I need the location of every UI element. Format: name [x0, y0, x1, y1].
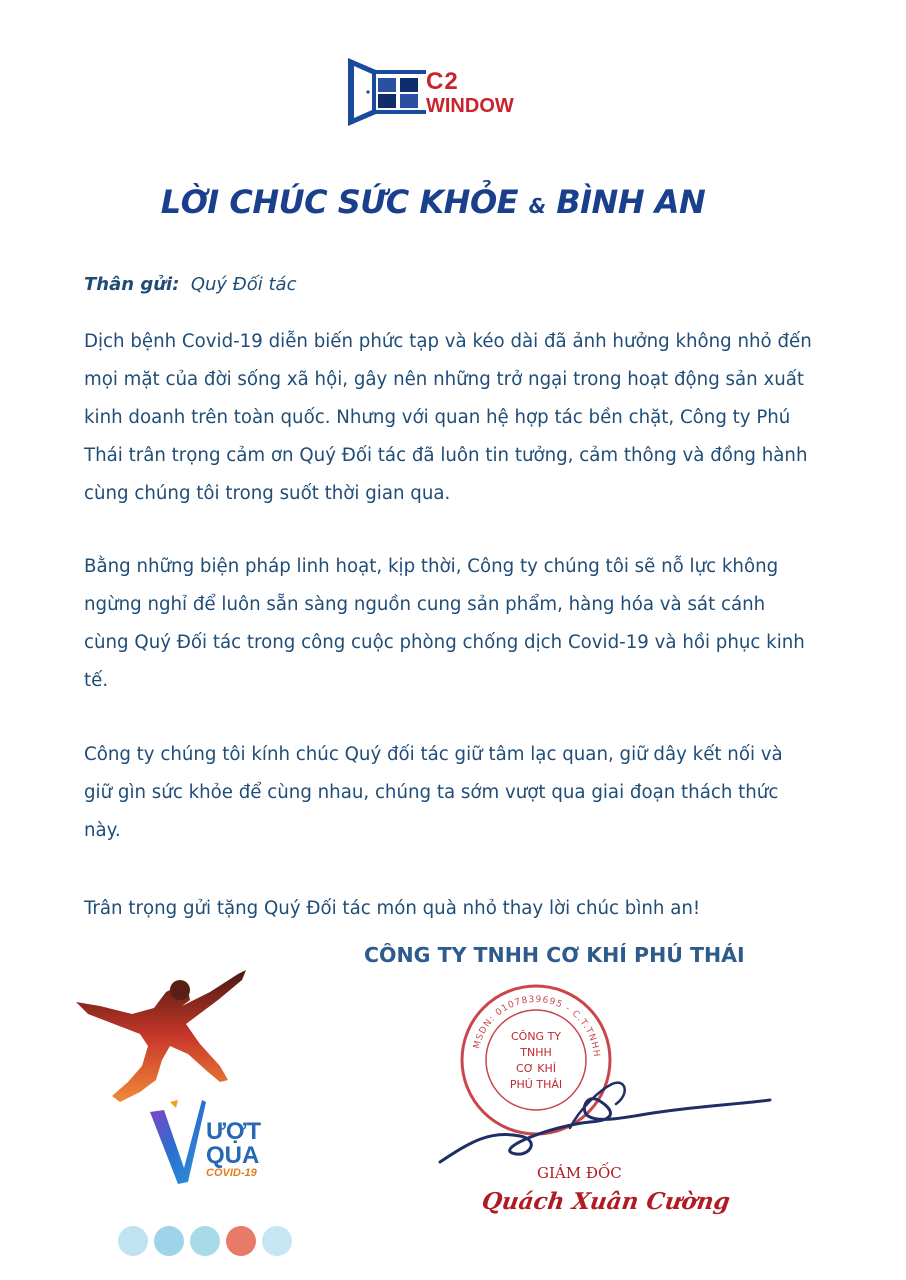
badge-line-3: COVID-19 — [206, 1167, 257, 1179]
mask-person-icon — [118, 1226, 148, 1256]
salutation — [84, 274, 296, 295]
company-name: CÔNG TY TNHH CƠ KHÍ PHÚ THÁI — [364, 943, 745, 967]
signer-role: GIÁM ĐỐC — [537, 1164, 622, 1182]
v-check-icon — [148, 1098, 208, 1190]
title-part-1: LỜI CHÚC SỨC KHỎE — [160, 183, 519, 221]
jumping-runner-icon — [70, 962, 256, 1112]
badge-line-2: QUA — [206, 1142, 260, 1169]
salutation-recipient: Quý Đối tác — [190, 274, 297, 295]
title-part-2: BÌNH AN — [556, 183, 706, 221]
seal-line-1: CÔNG TY — [510, 1030, 562, 1043]
letter-title — [0, 183, 866, 221]
window-logo-icon — [346, 56, 426, 128]
paragraph-2: Bằng những biện pháp linh hoạt, kịp thời, Công ty chúng tôi sẽ nỗ lực không ngừng nghỉ để luôn sẵn sàng nguồn cung sản phẩm, hàng hóa và sát cánh cùng Quý Đối tác trong công cuộc phòng chống dịch Covid-19 và hồi phục kinh tế. — [84, 556, 805, 691]
company-logo — [346, 56, 546, 128]
seal-line-4: PHÚ THÁI — [509, 1078, 563, 1091]
prevention-icons — [118, 1226, 292, 1258]
paragraph-3: Công ty chúng tôi kính chúc Quý đối tác giữ tâm lạc quan, giữ dây kết nối và giữ gìn sức khỏe để cùng nhau, chúng ta sớm vượt qua giai đoạn thách thức này. — [84, 744, 783, 841]
phone-icon — [262, 1226, 292, 1256]
logo-line-1: C2 — [426, 68, 459, 95]
title-ampersand: & — [528, 194, 546, 218]
badge-text — [206, 1120, 261, 1179]
vuot-qua-covid-badge — [148, 1098, 278, 1190]
signer-name: Quách Xuân Cường — [480, 1188, 732, 1215]
badge-line-1: ƯỢT — [206, 1118, 262, 1145]
doctor-icon — [190, 1226, 220, 1256]
logo-wordmark — [426, 70, 514, 116]
paragraph-1: Dịch bệnh Covid-19 diễn biến phức tạp và kéo dài đã ảnh hưởng không nhỏ đến mọi mặt của đời sống xã hội, gây nên những trở ngại trong hoạt động sản xuất kinh doanh trên toàn quốc. Nhưng với quan hệ hợp tác bền chặt, Công ty Phú Thái trân trọng cảm ơn Quý Đối tác đã luôn tin tưởng, cảm thông và đồng hành cùng chúng tôi trong suốt thời gian qua. — [84, 331, 812, 504]
seal-ring-text: MSDN: 0107839695 - C.T.TNHH — [472, 994, 602, 1059]
sanitizer-icon — [154, 1226, 184, 1256]
virus-family-icon — [226, 1226, 256, 1256]
seal-line-3: CƠ KHÍ — [516, 1062, 556, 1075]
paragraph-4: Trân trọng gửi tặng Quý Đối tác món quà nhỏ thay lời chúc bình an! — [84, 898, 701, 919]
salutation-label: Thân gửi: — [84, 274, 180, 295]
logo-line-2: WINDOW — [426, 95, 514, 117]
seal-line-2: TNHH — [520, 1046, 552, 1059]
director-signature-icon — [430, 1060, 780, 1180]
